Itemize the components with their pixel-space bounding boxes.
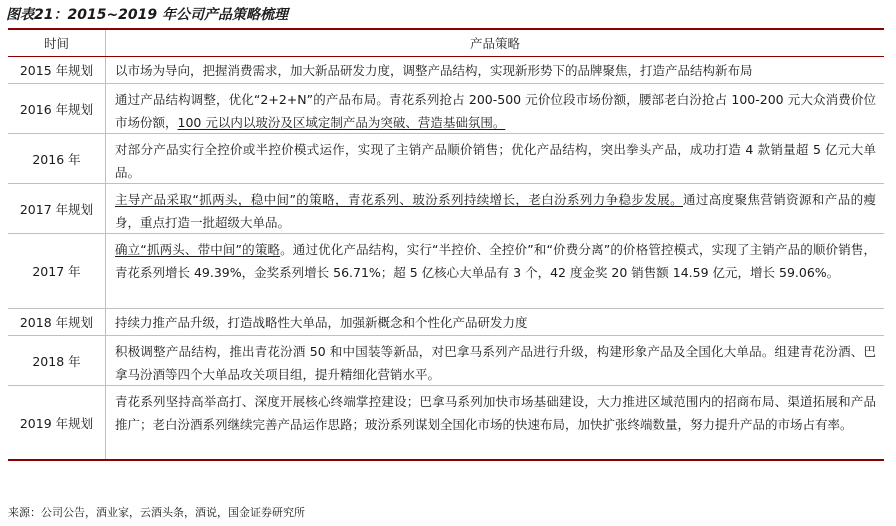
header-time: 时间 xyxy=(8,30,106,56)
table-row xyxy=(8,84,884,134)
row-time: 2015 年规划 xyxy=(8,57,106,83)
strategy-text: 。通过优化产品结构，实行“半控价、全控价”和“价费分离”的价格管控模式，实现了主销产品的顺价销售，青花系列增长 49.39%，金奖系列增长 56.71%；超 5 亿核心大单品有 3 个，42 度金奖 20 销售额 14.59 亿元，增长 59.06%。 xyxy=(115,242,877,280)
row-time: 2016 年规划 xyxy=(8,84,106,133)
strategy-text-underlined: 主导产品采取“抓两头，稳中间”的策略，青花系列、玻汾系列持续增长，老白汾系列力争稳步发展。 xyxy=(115,192,684,207)
row-time: 2019 年规划 xyxy=(8,386,106,459)
strategy-text: 通过高度聚焦营销资源和产品的瘦身，重点打造一批超级大单品。 xyxy=(115,192,876,230)
row-time: 2018 年 xyxy=(8,336,106,385)
strategy-text: 青花系列坚持高举高打、深度开展核心终端掌控建设；巴拿马系列加快市场基础建设，大力推进区域范围内的招商布局、渠道拓展和产品推广；老白汾酒系列继续完善产品运作思路；玻汾系列谋划全国化市场的快速布局，加快扩张终端数量，努力提升产品的市场占有率。 xyxy=(115,394,876,432)
row-strategy xyxy=(106,184,884,233)
row-strategy xyxy=(106,134,884,183)
row-strategy xyxy=(106,309,884,335)
table-row xyxy=(8,336,884,386)
row-time: 2017 年规划 xyxy=(8,184,106,233)
table-row xyxy=(8,184,884,234)
row-time: 2017 年 xyxy=(8,234,106,308)
table-row xyxy=(8,234,884,309)
strategy-text: 积极调整产品结构，推出青花汾酒 50 和中国装等新品，对巴拿马系列产品进行升级，构建形象产品及全国化大单品。组建青花汾酒、巴拿马汾酒等四个大单品攻关项目组，提升精细化营销水平。 xyxy=(115,344,876,382)
table-header-row xyxy=(8,30,884,57)
strategy-text: 对部分产品实行全控价或半控价模式运作，实现了主销产品顺价销售；优化产品结构，突出拳头产品，成功打造 4 款销量超 5 亿元大单品。 xyxy=(115,142,876,180)
figure-title: 图表21：2015~2019 年公司产品策略梳理 xyxy=(6,7,289,23)
row-time: 2018 年规划 xyxy=(8,309,106,335)
strategy-text: 持续力推产品升级，打造战略性大单品，加强新概念和个性化产品研发力度 xyxy=(115,314,528,330)
header-strategy: 产品策略 xyxy=(469,35,520,51)
row-strategy xyxy=(106,386,884,459)
table-row xyxy=(8,386,884,461)
row-strategy xyxy=(106,57,884,83)
table-row xyxy=(8,309,884,336)
table-row xyxy=(8,134,884,184)
table-row xyxy=(8,57,884,84)
row-strategy xyxy=(106,234,884,308)
strategy-text-underlined: 100 元以内以玻汾及区域定制产品为突破、营造基础氛围。 xyxy=(177,115,506,130)
strategy-table xyxy=(8,30,884,461)
strategy-text: 以市场为导向，把握消费需求，加大新品研发力度，调整产品结构，实现新形势下的品牌聚焦，打造产品结构新布局 xyxy=(115,62,753,78)
row-time: 2016 年 xyxy=(8,134,106,183)
row-strategy xyxy=(106,336,884,385)
source-note: 来源：公司公告，酒业家，云酒头条，酒说，国金证券研究所 xyxy=(8,506,305,519)
strategy-text-underlined: 确立“抓两头、带中间”的策略 xyxy=(115,242,281,257)
row-strategy xyxy=(106,84,884,133)
strategy-text: 通过产品结构调整，优化“2+2+N”的产品布局。青花系列抢占 200-500 元价位段市场份额，腰部老白汾抢占 100-200 元大众消费价位市场份额， xyxy=(115,92,876,130)
